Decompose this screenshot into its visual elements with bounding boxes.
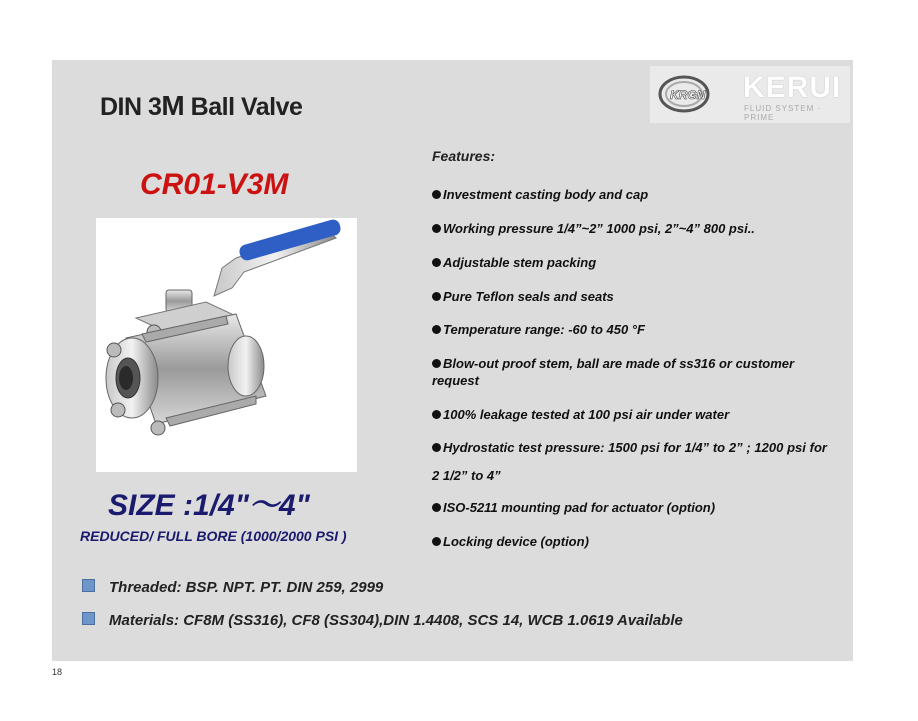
feature-text: Adjustable stem packing bbox=[443, 255, 597, 270]
bore-rating: REDUCED/ FULL BORE (1000/2000 PSI ) bbox=[80, 528, 347, 544]
materials-spec bbox=[82, 612, 683, 629]
feature-item bbox=[432, 406, 827, 423]
ball-valve-illustration bbox=[96, 218, 357, 472]
title-suffix: Ball Valve bbox=[184, 93, 303, 121]
page-number: 18 bbox=[52, 667, 63, 677]
threaded-text: Threaded: BSP. NPT. PT. DIN 259, 2999 bbox=[109, 579, 384, 596]
logo-mark-text: KRGN bbox=[670, 88, 706, 102]
bullet-dot-icon bbox=[432, 224, 441, 233]
logo-mark-icon bbox=[656, 72, 742, 116]
bullet-dot-icon bbox=[432, 503, 441, 512]
size-range: SIZE :1/4"～4" bbox=[108, 489, 310, 522]
title-prefix: DIN 3 bbox=[100, 93, 162, 121]
logo-brand: KERUI bbox=[743, 71, 842, 104]
feature-item bbox=[432, 355, 827, 389]
feature-item bbox=[432, 321, 827, 338]
bullet-dot-icon bbox=[432, 537, 441, 546]
feature-text: Pure Teflon seals and seats bbox=[443, 289, 614, 304]
valve-photo bbox=[96, 218, 357, 472]
bullet-dot-icon bbox=[432, 443, 441, 452]
feature-item bbox=[432, 499, 827, 516]
feature-item bbox=[432, 186, 827, 203]
bullet-dot-icon bbox=[432, 292, 441, 301]
bullet-dot-icon bbox=[432, 190, 441, 199]
feature-item bbox=[432, 220, 827, 237]
page-title bbox=[100, 90, 302, 122]
feature-text: ISO-5211 mounting pad for actuator (option) bbox=[443, 500, 716, 515]
threaded-spec bbox=[82, 579, 383, 596]
feature-text: Working pressure 1/4”~2” 1000 psi, 2”~4” 800 psi.. bbox=[443, 221, 755, 236]
bullet-dot-icon bbox=[432, 258, 441, 267]
company-logo bbox=[650, 66, 850, 123]
feature-item bbox=[432, 288, 827, 305]
square-bullet-icon bbox=[82, 579, 95, 592]
square-bullet-icon bbox=[82, 612, 95, 625]
feature-text: Hydrostatic test pressure: 1500 psi for 1/4” to 2” ; 1200 psi for 2 1/2” to 4” bbox=[432, 440, 827, 483]
bullet-dot-icon bbox=[432, 325, 441, 334]
model-number: CR01-V3M bbox=[140, 168, 289, 201]
feature-text: Temperature range: -60 to 450 °F bbox=[443, 322, 645, 337]
features-heading: Features: bbox=[432, 148, 496, 164]
bullet-dot-icon bbox=[432, 410, 441, 419]
feature-text: 100% leakage tested at 100 psi air under water bbox=[443, 407, 730, 422]
feature-item bbox=[432, 254, 827, 271]
feature-item bbox=[432, 434, 827, 490]
bullet-dot-icon bbox=[432, 359, 441, 368]
logo-tagline: FLUID SYSTEM · PRIME bbox=[744, 104, 822, 122]
feature-item bbox=[432, 533, 827, 550]
materials-text: Materials: CF8M (SS316), CF8 (SS304),DIN 1.4408, SCS 14, WCB 1.0619 Available bbox=[109, 612, 683, 629]
feature-text: Investment casting body and cap bbox=[443, 187, 649, 202]
feature-text: Blow-out proof stem, ball are made of ss316 or customer request bbox=[432, 356, 795, 388]
feature-text: Locking device (option) bbox=[443, 534, 589, 549]
title-m: M bbox=[161, 90, 185, 121]
